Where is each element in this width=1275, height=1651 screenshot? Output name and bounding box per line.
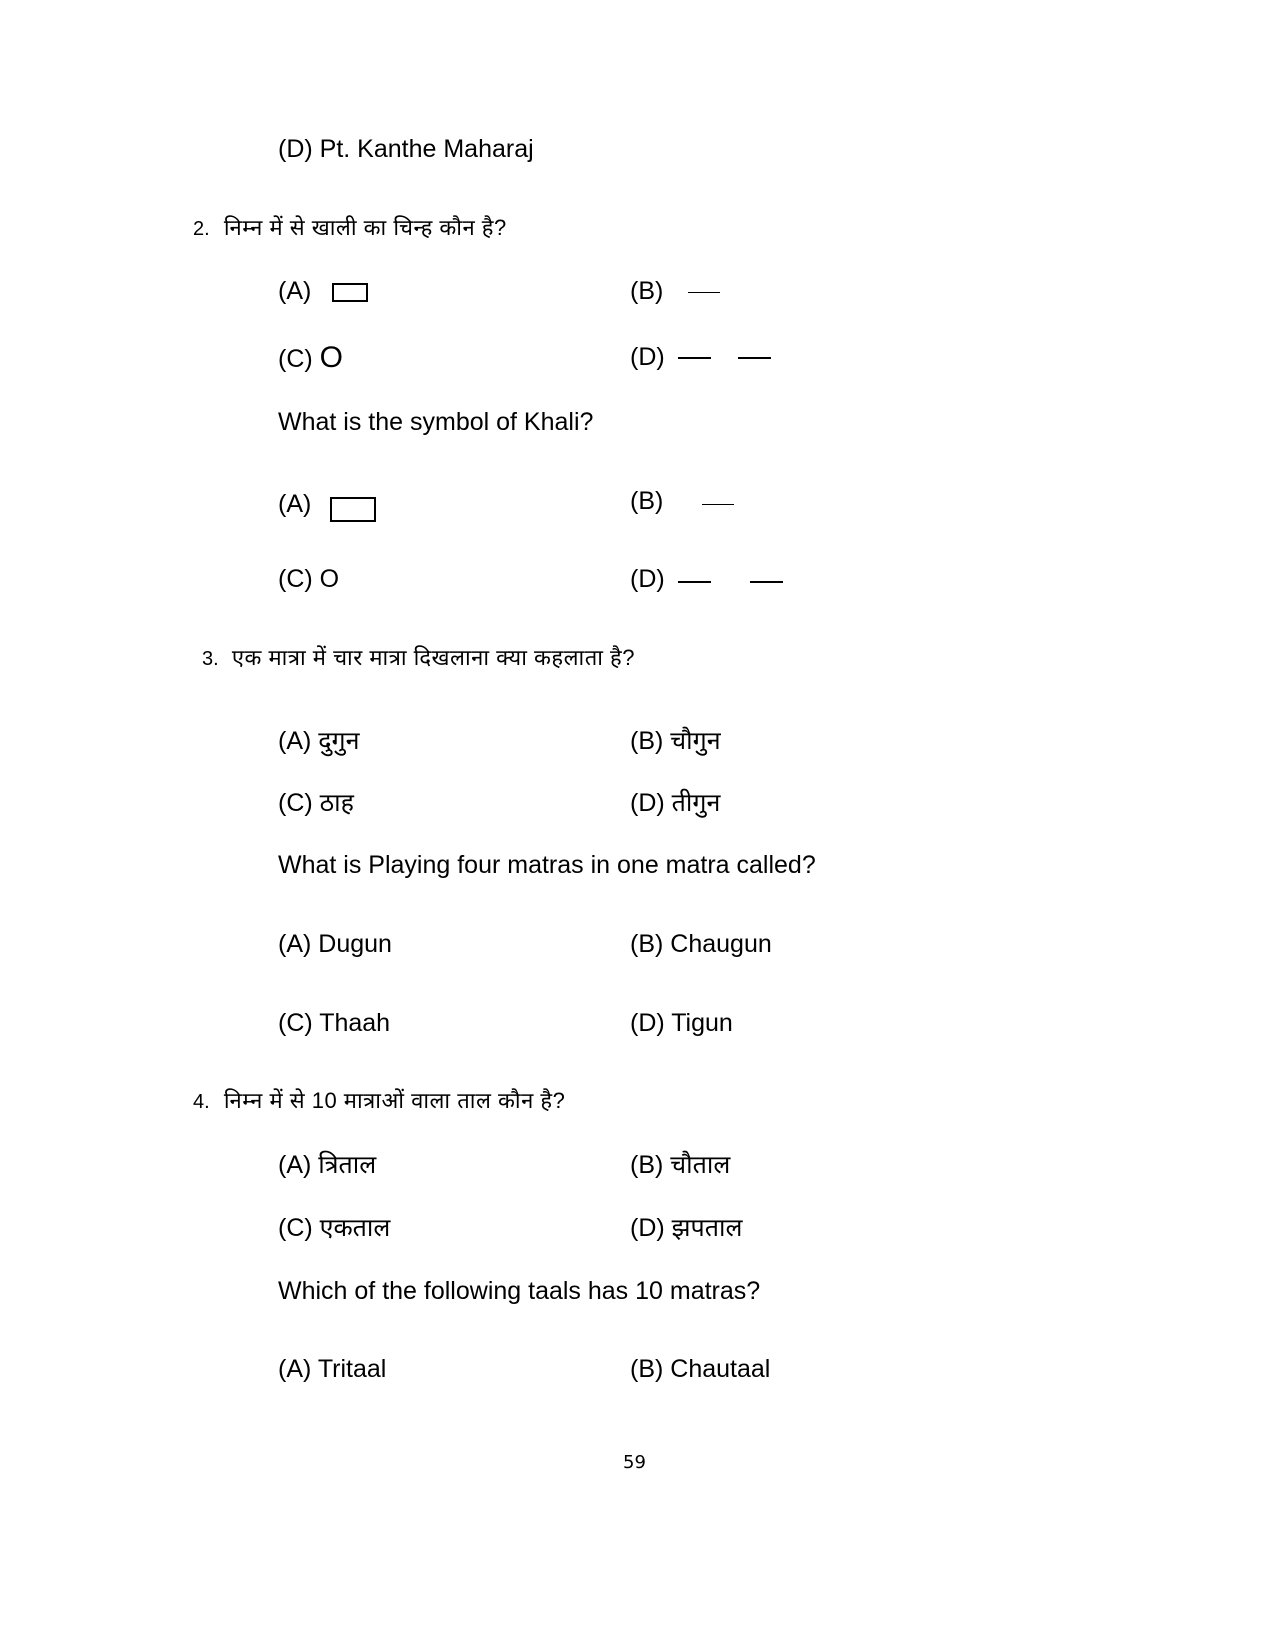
q3-en-option-d: (D) Tigun — [630, 1009, 733, 1037]
q2-option-c — [278, 343, 343, 373]
dash-symbol-icon — [738, 357, 771, 359]
q2-en-option-d-label: (D) — [630, 565, 665, 593]
q4-option-c: (C) एकताल — [278, 1214, 391, 1242]
q2-option-d-label: (D) — [630, 343, 665, 371]
question-4-hindi — [193, 1090, 565, 1112]
q2-en-option-b-label: (B) — [630, 487, 664, 515]
q4-en-option-b: (B) Chautaal — [630, 1355, 771, 1383]
q4-option-d: (D) झपताल — [630, 1214, 743, 1242]
dash-symbol-icon — [688, 292, 720, 293]
page-number: 59 — [623, 1452, 646, 1473]
q3-en-option-b: (B) Chaugun — [630, 930, 772, 958]
question-4-english: Which of the following taals has 10 matras? — [278, 1277, 761, 1305]
q3-option-c: (C) ठाह — [278, 789, 354, 817]
dash-symbol-icon — [750, 581, 783, 583]
q2-option-c-symbol: O — [319, 341, 344, 374]
q2-option-c-label: (C) — [278, 345, 313, 373]
question-2-text-hindi: निम्न में से खाली का चिन्ह कौन है? — [223, 215, 507, 240]
q2-option-a-label: (A) — [278, 277, 312, 305]
question-3-english: What is Playing four matras in one matra called? — [278, 851, 816, 879]
q2-option-a — [278, 279, 368, 304]
q2-en-option-d — [630, 567, 783, 592]
q3-option-b: (B) चौगुन — [630, 727, 721, 755]
question-3-text-hindi: एक मात्रा में चार मात्रा दिखलाना क्या कहलाता है? — [231, 645, 635, 670]
q3-option-d: (D) तीगुन — [630, 789, 721, 817]
q3-en-option-c: (C) Thaah — [278, 1009, 391, 1037]
question-4-text-hindi: निम्न में से 10 मात्राओं वाला ताल कौन है? — [223, 1088, 566, 1113]
dash-symbol-icon — [678, 581, 711, 583]
question-2-english: What is the symbol of Khali? — [278, 408, 594, 436]
dash-symbol-icon — [702, 504, 734, 505]
q4-en-option-a: (A) Tritaal — [278, 1355, 387, 1383]
question-3-hindi — [202, 647, 635, 669]
rectangle-symbol-icon — [332, 283, 368, 302]
q4-option-b: (B) चौताल — [630, 1151, 731, 1179]
q3-option-a: (A) दुगुन — [278, 727, 360, 755]
q2-option-b-label: (B) — [630, 277, 664, 305]
rectangle-symbol-icon — [330, 497, 376, 522]
q3-en-option-a: (A) Dugun — [278, 930, 392, 958]
q2-en-option-b — [630, 489, 734, 514]
question-4-number: 4. — [193, 1091, 210, 1113]
previous-option-d: (D) Pt. Kanthe Maharaj — [278, 135, 534, 163]
question-2-hindi — [193, 217, 507, 239]
q2-option-d — [630, 345, 771, 370]
q2-en-option-a-label: (A) — [278, 490, 312, 519]
q4-option-a: (A) त्रिताल — [278, 1151, 377, 1179]
q2-en-option-a — [278, 489, 376, 522]
question-3-number: 3. — [202, 648, 219, 670]
q2-en-option-c: (C) O — [278, 565, 340, 593]
q2-option-b — [630, 279, 720, 304]
dash-symbol-icon — [678, 357, 711, 359]
question-2-number: 2. — [193, 218, 210, 240]
